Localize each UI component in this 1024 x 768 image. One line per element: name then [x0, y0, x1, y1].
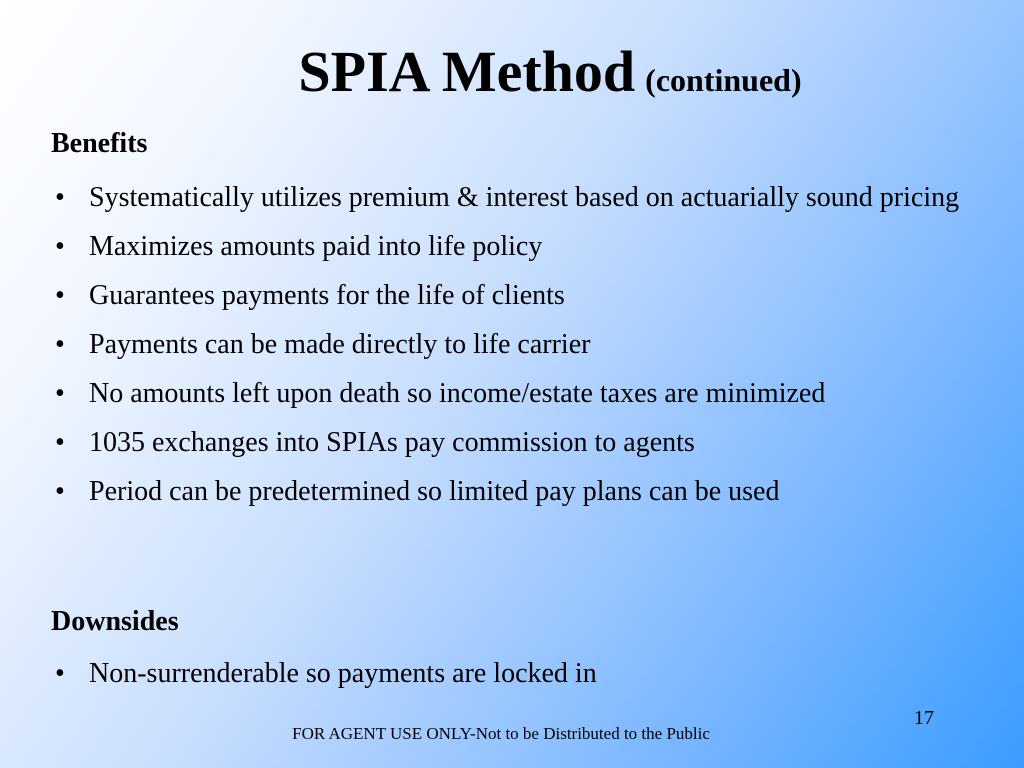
list-item — [51, 325, 1001, 364]
bullet-icon: • — [55, 182, 65, 213]
list-item-text: Maximizes amounts paid into life policy — [89, 231, 543, 262]
downsides-heading: Downsides — [51, 606, 179, 637]
benefits-list — [51, 178, 1001, 521]
bullet-icon: • — [55, 329, 65, 360]
list-item — [51, 227, 1001, 266]
bullet-icon: • — [55, 231, 65, 262]
list-item — [51, 374, 1001, 413]
bullet-icon: • — [55, 476, 65, 507]
list-item — [51, 423, 1001, 462]
bullet-icon: • — [55, 280, 65, 311]
list-item-text: 1035 exchanges into SPIAs pay commission to agents — [89, 427, 695, 458]
slide-title — [0, 40, 1024, 104]
downsides-list — [51, 654, 1001, 703]
list-item — [51, 178, 1001, 217]
list-item-text: Guarantees payments for the life of clients — [89, 280, 565, 311]
slide-title-sub: (continued) — [645, 62, 802, 98]
bullet-icon: • — [55, 378, 65, 409]
list-item-text: Systematically utilizes premium & interest based on actuarially sound pricing — [89, 182, 960, 213]
list-item — [51, 654, 1001, 693]
bullet-icon: • — [55, 658, 65, 689]
list-item-text: Period can be predetermined so limited pay plans can be used — [89, 476, 780, 507]
benefits-heading: Benefits — [51, 128, 148, 159]
list-item-text: Non-surrenderable so payments are locked in — [89, 658, 597, 689]
list-item — [51, 472, 1001, 511]
footer-disclaimer: FOR AGENT USE ONLY-Not to be Distributed to the Public — [292, 724, 710, 743]
bullet-icon: • — [55, 427, 65, 458]
list-item-text: No amounts left upon death so income/estate taxes are minimized — [89, 378, 826, 409]
list-item-text: Payments can be made directly to life carrier — [89, 329, 591, 360]
page-number: 17 — [914, 707, 934, 729]
slide-title-main: SPIA Method — [298, 39, 636, 104]
list-item — [51, 276, 1001, 315]
